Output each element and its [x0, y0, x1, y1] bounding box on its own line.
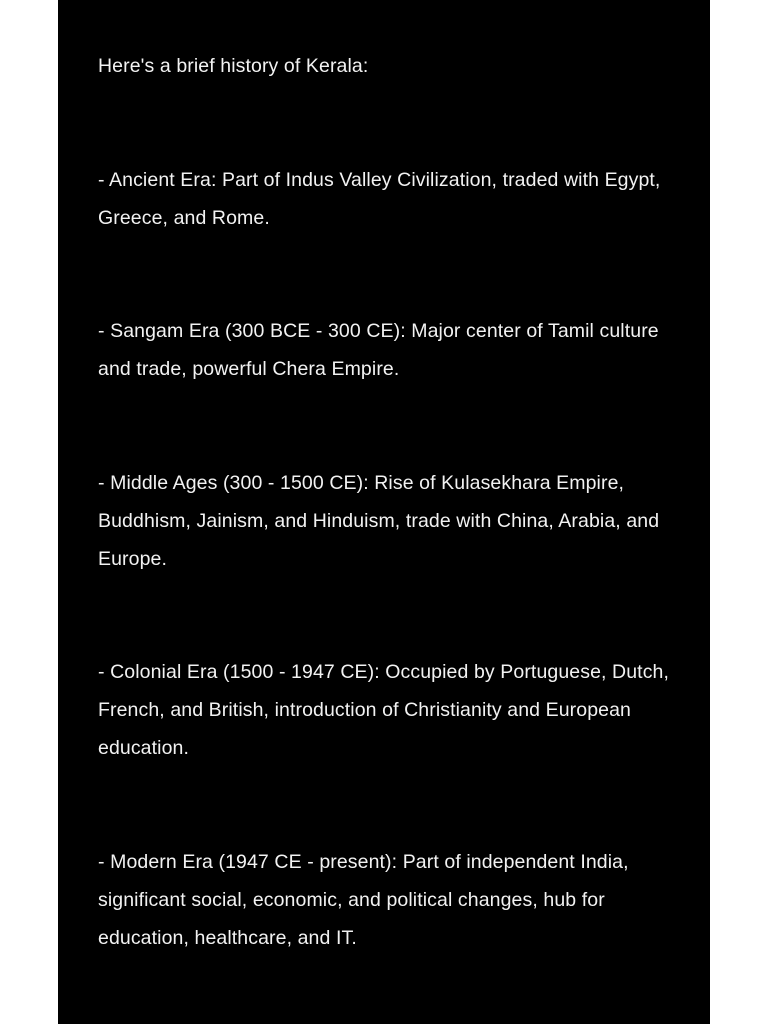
- history-item-ancient-era: - Ancient Era: Part of Indus Valley Civilization, traded with Egypt, Greece, and Rome.: [98, 169, 661, 229]
- document-page: [58, 0, 710, 1024]
- intro-text: Here's a brief history of Kerala:: [98, 55, 369, 77]
- history-item-colonial-era: - Colonial Era (1500 - 1947 CE): Occupied by Portuguese, Dutch, French, and British, introduction of Christianity and European education.: [98, 661, 670, 759]
- history-item-modern-era: - Modern Era (1947 CE - present): Part of independent India, significant social, economic, and political changes, hub for education, healthcare, and IT.: [98, 851, 629, 949]
- history-item-middle-ages: - Middle Ages (300 - 1500 CE): Rise of Kulasekhara Empire, Buddhism, Jainism, and Hinduism, trade with China, Arabia, and Europe.: [98, 472, 660, 570]
- history-item-sangam-era: - Sangam Era (300 BCE - 300 CE): Major center of Tamil culture and trade, powerful Chera Empire.: [98, 320, 659, 380]
